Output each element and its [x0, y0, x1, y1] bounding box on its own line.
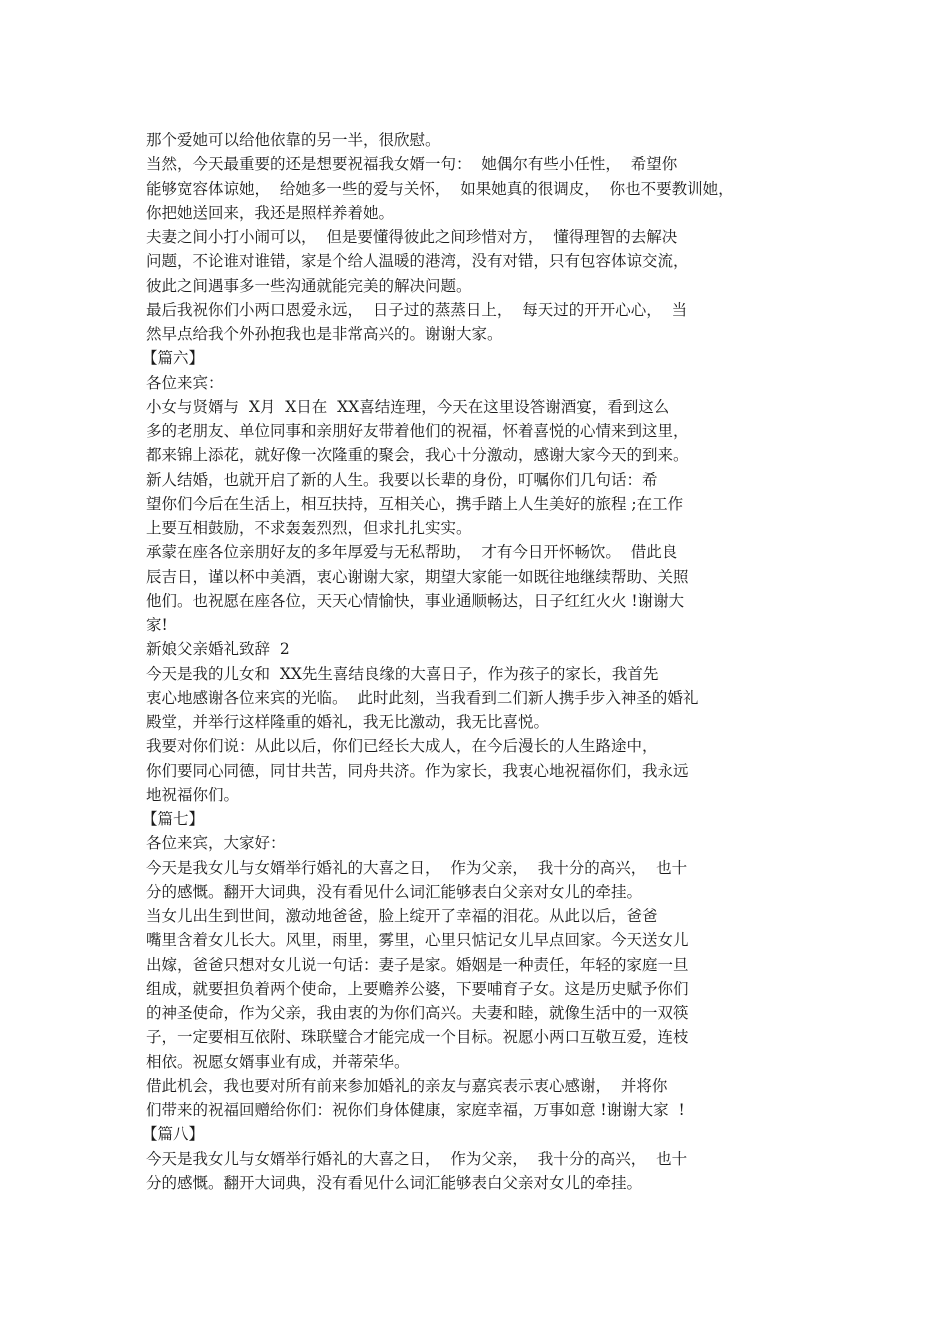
text-line: 当女儿出生到世间，激动地爸爸，脸上绽开了幸福的泪花。从此以后，爸爸: [146, 907, 658, 925]
text-line: 我要对你们说：从此以后，你们已经长大成人，在今后漫长的人生路途中，: [146, 737, 658, 756]
text-line: 子，一定要相互依附、珠联璧合才能完成一个目标。祝愿小两口互敬互爱，连枝: [146, 1028, 689, 1047]
text-line: 分的感慨。翻开大词典，没有看见什么词汇能够表白父亲对女儿的牵挂。: [146, 1173, 643, 1192]
text-line: 今天是我女儿与女婿举行婚礼的大喜之日， 作为父亲， 我十分的高兴， 也十: [146, 858, 688, 877]
text-line: 都来锦上添花，就好像一次隆重的聚会，我心十分激动，感谢大家今天的到来。: [146, 446, 689, 465]
text-line: 殿堂，并举行这样隆重的婚礼，我无比激动，我无比喜悦。: [146, 713, 550, 731]
text-line: 你们要同心同德，同甘共苦，同舟共济。作为家长，我衷心地祝福你们，我永远: [146, 761, 689, 780]
text-line: 们带来的祝福回赠给你们：祝你们身体健康，家庭幸福，万事如意 !谢谢大家 !: [146, 1101, 685, 1119]
text-line: 的神圣使命，作为父亲，我由衷的为你们高兴。夫妻和睦，就像生活中的一双筷: [146, 1004, 689, 1022]
text-line: 最后我祝你们小两口恩爱永远， 日子过的蒸蒸日上， 每天过的开开心心， 当: [146, 300, 688, 319]
section-heading: 【篇七】: [142, 810, 205, 828]
text-line: 家!: [146, 616, 168, 634]
text-line: 地祝福你们。: [146, 785, 240, 804]
text-line: 衷心地感谢各位来宾的光临。 此时此刻，当我看到二们新人携手步入神圣的婚礼: [146, 688, 699, 707]
text-line: 小女与贤婿与 X月 X日在 XX喜结连理，今天在这里设答谢酒宴，看到这么: [146, 397, 670, 416]
text-line: 然早点给我个外孙抱我也是非常高兴的。谢谢大家。: [146, 325, 503, 343]
text-line: 你把她送回来，我还是照样养着她。: [146, 203, 395, 222]
text-line: 多的老朋友、单位同事和亲朋好友带着他们的祝福，怀着喜悦的心情来到这里，: [146, 422, 689, 440]
section-heading: 【篇八】: [142, 1125, 205, 1144]
text-line: 夫妻之间小打小闹可以， 但是要懂得彼此之间珍惜对方， 懂得理智的去解决: [146, 228, 678, 246]
text-line: 彼此之间遇事多一些沟通就能完美的解决问题。: [146, 276, 472, 295]
text-line: 各位来宾：: [146, 373, 224, 392]
text-line: 今天是我女儿与女婿举行婚礼的大喜之日， 作为父亲， 我十分的高兴， 也十: [146, 1149, 688, 1168]
subsection-title: 新娘父亲婚礼致辞 2: [146, 640, 290, 659]
text-line: 出嫁，爸爸只想对女儿说一句话：妻子是家。婚姻是一种责任，年轻的家庭一旦: [146, 955, 689, 974]
text-line: 今天是我的儿女和 XX先生喜结良缘的大喜日子，作为孩子的家长，我首先: [146, 664, 659, 683]
text-line: 组成，就要担负着两个使命，上要赡养公婆，下要哺育子女。这是历史赋予你们: [146, 979, 689, 998]
text-line: 能够宽容体谅她， 给她多一些的爱与关怀， 如果她真的很调皮， 你也不要教训她，: [146, 179, 734, 198]
text-line: 上要互相鼓励，不求轰轰烈烈，但求扎扎实实。: [146, 519, 472, 537]
text-line: 辰吉日，谨以杯中美酒，衷心谢谢大家，期望大家能一如既往地继续帮助、关照: [146, 567, 689, 586]
text-line: 借此机会，我也要对所有前来参加婚礼的亲友与嘉宾表示衷心感谢， 并将你: [146, 1076, 668, 1095]
document-body: [142, 128, 786, 1195]
text-line: 当然，今天最重要的还是想要祝福我女婿一句： 她偶尔有些小任性， 希望你: [146, 155, 678, 174]
section-heading: 【篇六】: [142, 349, 205, 368]
text-line: 各位来宾，大家好：: [146, 834, 286, 853]
text-line: 望你们今后在生活上，相互扶持，互相关心，携手踏上人生美好的旅程 ;在工作: [146, 494, 684, 513]
text-line: 相依。祝愿女婿事业有成，并蒂荣华。: [146, 1052, 410, 1071]
text-line: 问题，不论谁对谁错，家是个给人温暖的港湾，没有对错，只有包容体谅交流，: [146, 252, 689, 271]
text-line: 新人结婚，也就开启了新的人生。我要以长辈的身份，叮嘱你们几句话：希: [146, 470, 658, 489]
text-line: 嘴里含着女儿长大。风里，雨里，雾里，心里只惦记女儿早点回家。今天送女儿: [146, 931, 689, 950]
text-line: 那个爱她可以给他依靠的另一半，很欣慰。: [146, 131, 441, 149]
text-line: 承蒙在座各位亲朋好友的多年厚爱与无私帮助， 才有今日开怀畅饮。 借此良: [146, 543, 678, 562]
text-line: 分的感慨。翻开大词典，没有看见什么词汇能够表白父亲对女儿的牵挂。: [146, 882, 643, 901]
text-line: 他们。也祝愿在座各位，天天心情愉快，事业通顺畅达，日子红红火火 !谢谢大: [146, 591, 685, 610]
